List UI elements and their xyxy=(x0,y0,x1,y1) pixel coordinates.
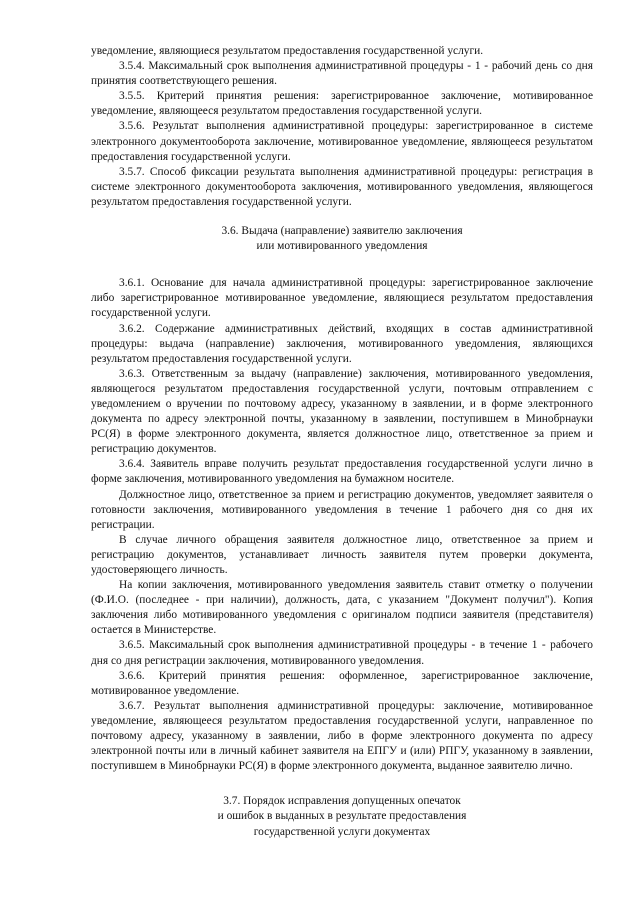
paragraph-3-6-1: 3.6.1. Основание для начала административной процедуры: зарегистрированное заключение либо зарегистрированное мотивированное уведомление, являющиеся результатом предоставления государственной услуги. xyxy=(91,277,593,320)
paragraph-3-6-3: 3.6.3. Ответственным за выдачу (направление) заключения, мотивированного уведомления, являющегося результатом предоставления государственной услуги, почтовым отправлением с уведомлением о вручении по почтовому адресу, указанному в заявлении, и в форме электронного документа по адресу электронной почты, указанному в заявлении, поступившем в Минобрнауки РС(Я) в форме электронного документа, является должностное лицо, ответственное за прием и регистрацию документов. xyxy=(91,367,593,456)
paragraph-3-5-5: 3.5.5. Критерий принятия решения: зарегистрированное заключение, мотивированное уведомление, являющееся результатом предоставления государственной услуги. xyxy=(91,90,593,118)
section-3-7-heading-line1: 3.7. Порядок исправления допущенных опечаток xyxy=(223,795,461,808)
paragraph-identity: В случае личного обращения заявителя должностное лицо, ответственное за прием и регистрацию документов, устанавливает личность заявителя путем проверки документа, удостоверяющего личность. xyxy=(91,533,593,576)
paragraph-3-6-6: 3.6.6. Критерий принятия решения: оформленное, зарегистрированное заключение, мотивированное уведомление. xyxy=(91,669,593,697)
paragraph-3-6-5: 3.6.5. Максимальный срок выполнения административной процедуры - в течение 1 - рабочего дня со дня регистрации заключения, мотивированного уведомления. xyxy=(91,639,593,667)
paragraph-notify: Должностное лицо, ответственное за прием и регистрацию документов, уведомляет заявителя о готовности заключения, мотивированного уведомления в течение 1 рабочего дня со дня их регистрации. xyxy=(91,488,593,531)
paragraph-continuation: уведомление, являющиеся результатом предоставления государственной услуги. xyxy=(91,45,484,57)
paragraph-3-6-2: 3.6.2. Содержание административных действий, входящих в состав административной процедуры: выдача (направление) заключения, мотивированного уведомления, являющихся результатом предоставления государственной услуги. xyxy=(91,322,593,365)
paragraph-3-5-6: 3.5.6. Результат выполнения административной процедуры: зарегистрированное в системе электронного документооборота заключение, мотивированное уведомление, являющееся результатом предоставления государственной услуги. xyxy=(91,120,593,163)
section-3-6-heading-line1: 3.6. Выдача (направление) заявителю заключения xyxy=(221,225,463,238)
paragraph-3-6-4: 3.6.4. Заявитель вправе получить результат предоставления государственной услуги лично в форме заключения, мотивированного уведомления на бумажном носителе. xyxy=(91,458,593,486)
paragraph-3-5-7: 3.5.7. Способ фиксации результата выполнения административной процедуры: регистрация в системе электронного документооборота заключения, мотивированного уведомления, являющегося результатом предоставления государственной услуги. xyxy=(91,165,593,208)
section-3-7-heading-line2: и ошибок в выданных в результате предоставления xyxy=(217,810,467,823)
paragraph-3-5-4: 3.5.4. Максимальный срок выполнения административной процедуры - 1 - рабочий день со дня принятия соответствующего решения. xyxy=(91,60,593,88)
paragraph-3-6-7: 3.6.7. Результат выполнения административной процедуры: заключение, мотивированное уведомление, являющееся результатом предоставления государственной услуги, направленное по почтовому адресу, указанному в заявлении, либо в форме электронного документа по адресу электронной почты или в личный кабинет заявителя на ЕПГУ и (или) РПГУ, указанному в заявлении, поступившем в Минобрнауки РС(Я) в форме электронного документа, выданное заявителю лично. xyxy=(91,699,593,773)
paragraph-copy-mark: На копии заключения, мотивированного уведомления заявитель ставит отметку о получении (Ф.И.О. (последнее - при наличии), должность, дата, с указанием "Документ получил"). Копия заключения либо мотивированного уведомления с оригиналом подписи заявителя (представителя) остается в Министерстве. xyxy=(91,579,593,637)
section-3-7-heading-line3: государственной услуги документах xyxy=(253,825,431,838)
section-3-6-heading-line2: или мотивированного уведомления xyxy=(256,240,428,253)
